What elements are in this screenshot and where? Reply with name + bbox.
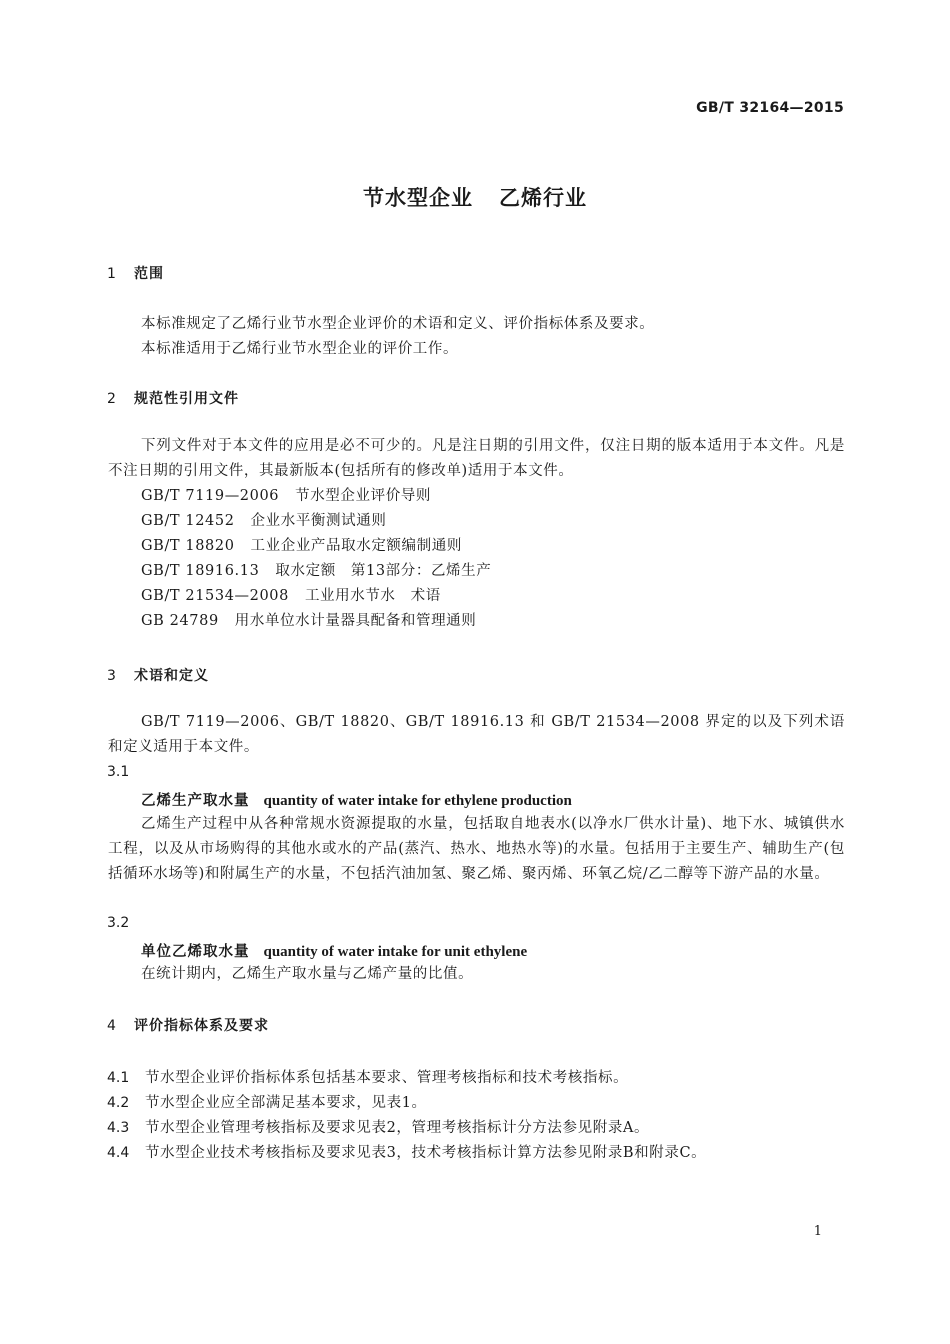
scope-paragraph-2: 本标准适用于乙烯行业节水型企业的评价工作。 — [141, 341, 459, 357]
section-4-heading — [107, 1015, 269, 1035]
requirement-item — [107, 1116, 649, 1137]
reference-item — [141, 609, 476, 634]
term-number: 3.2 — [107, 915, 130, 931]
section-number: 4 — [107, 1018, 117, 1034]
requirement-number: 4.2 — [107, 1095, 130, 1111]
reference-title: 工业用水节水 术语 — [304, 588, 441, 604]
section-number: 2 — [107, 391, 117, 407]
reference-item — [141, 559, 491, 584]
term-definition: 在统计期内，乙烯生产取水量与乙烯产量的比值。 — [141, 966, 474, 982]
term-number: 3.1 — [107, 764, 130, 780]
requirement-text: 节水型企业评价指标体系包括基本要求、管理考核指标和技术考核指标。 — [145, 1070, 629, 1086]
title-part-1: 节水型企业 — [363, 186, 473, 210]
page-number: 1 — [813, 1224, 822, 1239]
references-intro: 下列文件对于本文件的应用是必不可少的。凡是注日期的引用文件，仅注日期的版本适用于本文件。凡是不注日期的引用文件，其最新版本(包括所有的修改单)适用于本文件。 — [108, 438, 845, 479]
requirement-number: 4.1 — [107, 1070, 130, 1086]
reference-title: 节水型企业评价导则 — [295, 488, 432, 504]
section-title: 规范性引用文件 — [134, 391, 239, 407]
reference-item — [141, 509, 386, 534]
term-chinese: 乙烯生产取水量 — [141, 793, 250, 809]
requirement-text: 节水型企业应全部满足基本要求，见表1。 — [145, 1095, 427, 1111]
reference-code: GB/T 21534—2008 — [141, 588, 289, 604]
scope-paragraph-1: 本标准规定了乙烯行业节水型企业评价的术语和定义、评价指标体系及要求。 — [141, 316, 655, 332]
requirement-number: 4.4 — [107, 1145, 130, 1161]
requirement-item — [107, 1091, 427, 1112]
requirement-text: 节水型企业技术考核指标及要求见表3，技术考核指标计算方法参见附录B和附录C。 — [145, 1145, 707, 1161]
term-english: quantity of water intake for ethylene production — [263, 793, 572, 809]
term-chinese: 单位乙烯取水量 — [141, 944, 250, 960]
requirement-item — [107, 1066, 628, 1087]
reference-code: GB/T 12452 — [141, 513, 235, 529]
term-definition: 乙烯生产过程中从各种常规水资源提取的水量，包括取自地表水(以净水厂供水计量)、地下水、城镇供水工程，以及从市场购得的其他水或水的产品(蒸汽、热水、地热水等)的水量。包括用于主要生产、辅助生产(包括循环水场等)和附属生产的水量，不包括汽油加氢、聚乙烯、聚丙烯、环氧乙烷/乙二醇等下游产品的水量。 — [108, 816, 845, 882]
reference-code: GB/T 18916.13 — [141, 563, 260, 579]
section-2-heading — [107, 388, 239, 408]
reference-item — [141, 534, 462, 559]
requirement-text: 节水型企业管理考核指标及要求见表2，管理考核指标计分方法参见附录A。 — [145, 1120, 650, 1136]
section-number: 1 — [107, 266, 117, 282]
section-1-heading — [107, 263, 164, 283]
reference-item — [141, 584, 441, 609]
reference-item — [141, 484, 431, 509]
section-3-heading — [107, 665, 209, 685]
term-heading — [141, 789, 572, 810]
standard-code: GB/T 32164—2015 — [696, 100, 844, 116]
term-english: quantity of water intake for unit ethylene — [263, 944, 528, 960]
reference-title: 用水单位水计量器具配备和管理通则 — [234, 613, 477, 629]
reference-title: 企业水平衡测试通则 — [250, 513, 387, 529]
reference-title: 工业企业产品取水定额编制通则 — [250, 538, 462, 554]
reference-code: GB/T 7119—2006 — [141, 488, 280, 504]
section-number: 3 — [107, 668, 117, 684]
document-title — [0, 182, 950, 212]
requirement-item — [107, 1141, 706, 1162]
terms-intro: GB/T 7119—2006、GB/T 18820、GB/T 18916.13 和 GB/T 21534—2008 界定的以及下列术语和定义适用于本文件。 — [108, 714, 845, 755]
section-title: 范围 — [134, 266, 164, 282]
title-part-2: 乙烯行业 — [499, 186, 587, 210]
section-title: 评价指标体系及要求 — [134, 1018, 269, 1034]
section-title: 术语和定义 — [134, 668, 209, 684]
reference-code: GB/T 18820 — [141, 538, 235, 554]
requirement-number: 4.3 — [107, 1120, 130, 1136]
reference-title: 取水定额 第13部分：乙烯生产 — [275, 563, 492, 579]
reference-code: GB 24789 — [141, 613, 219, 629]
term-heading — [141, 940, 527, 961]
